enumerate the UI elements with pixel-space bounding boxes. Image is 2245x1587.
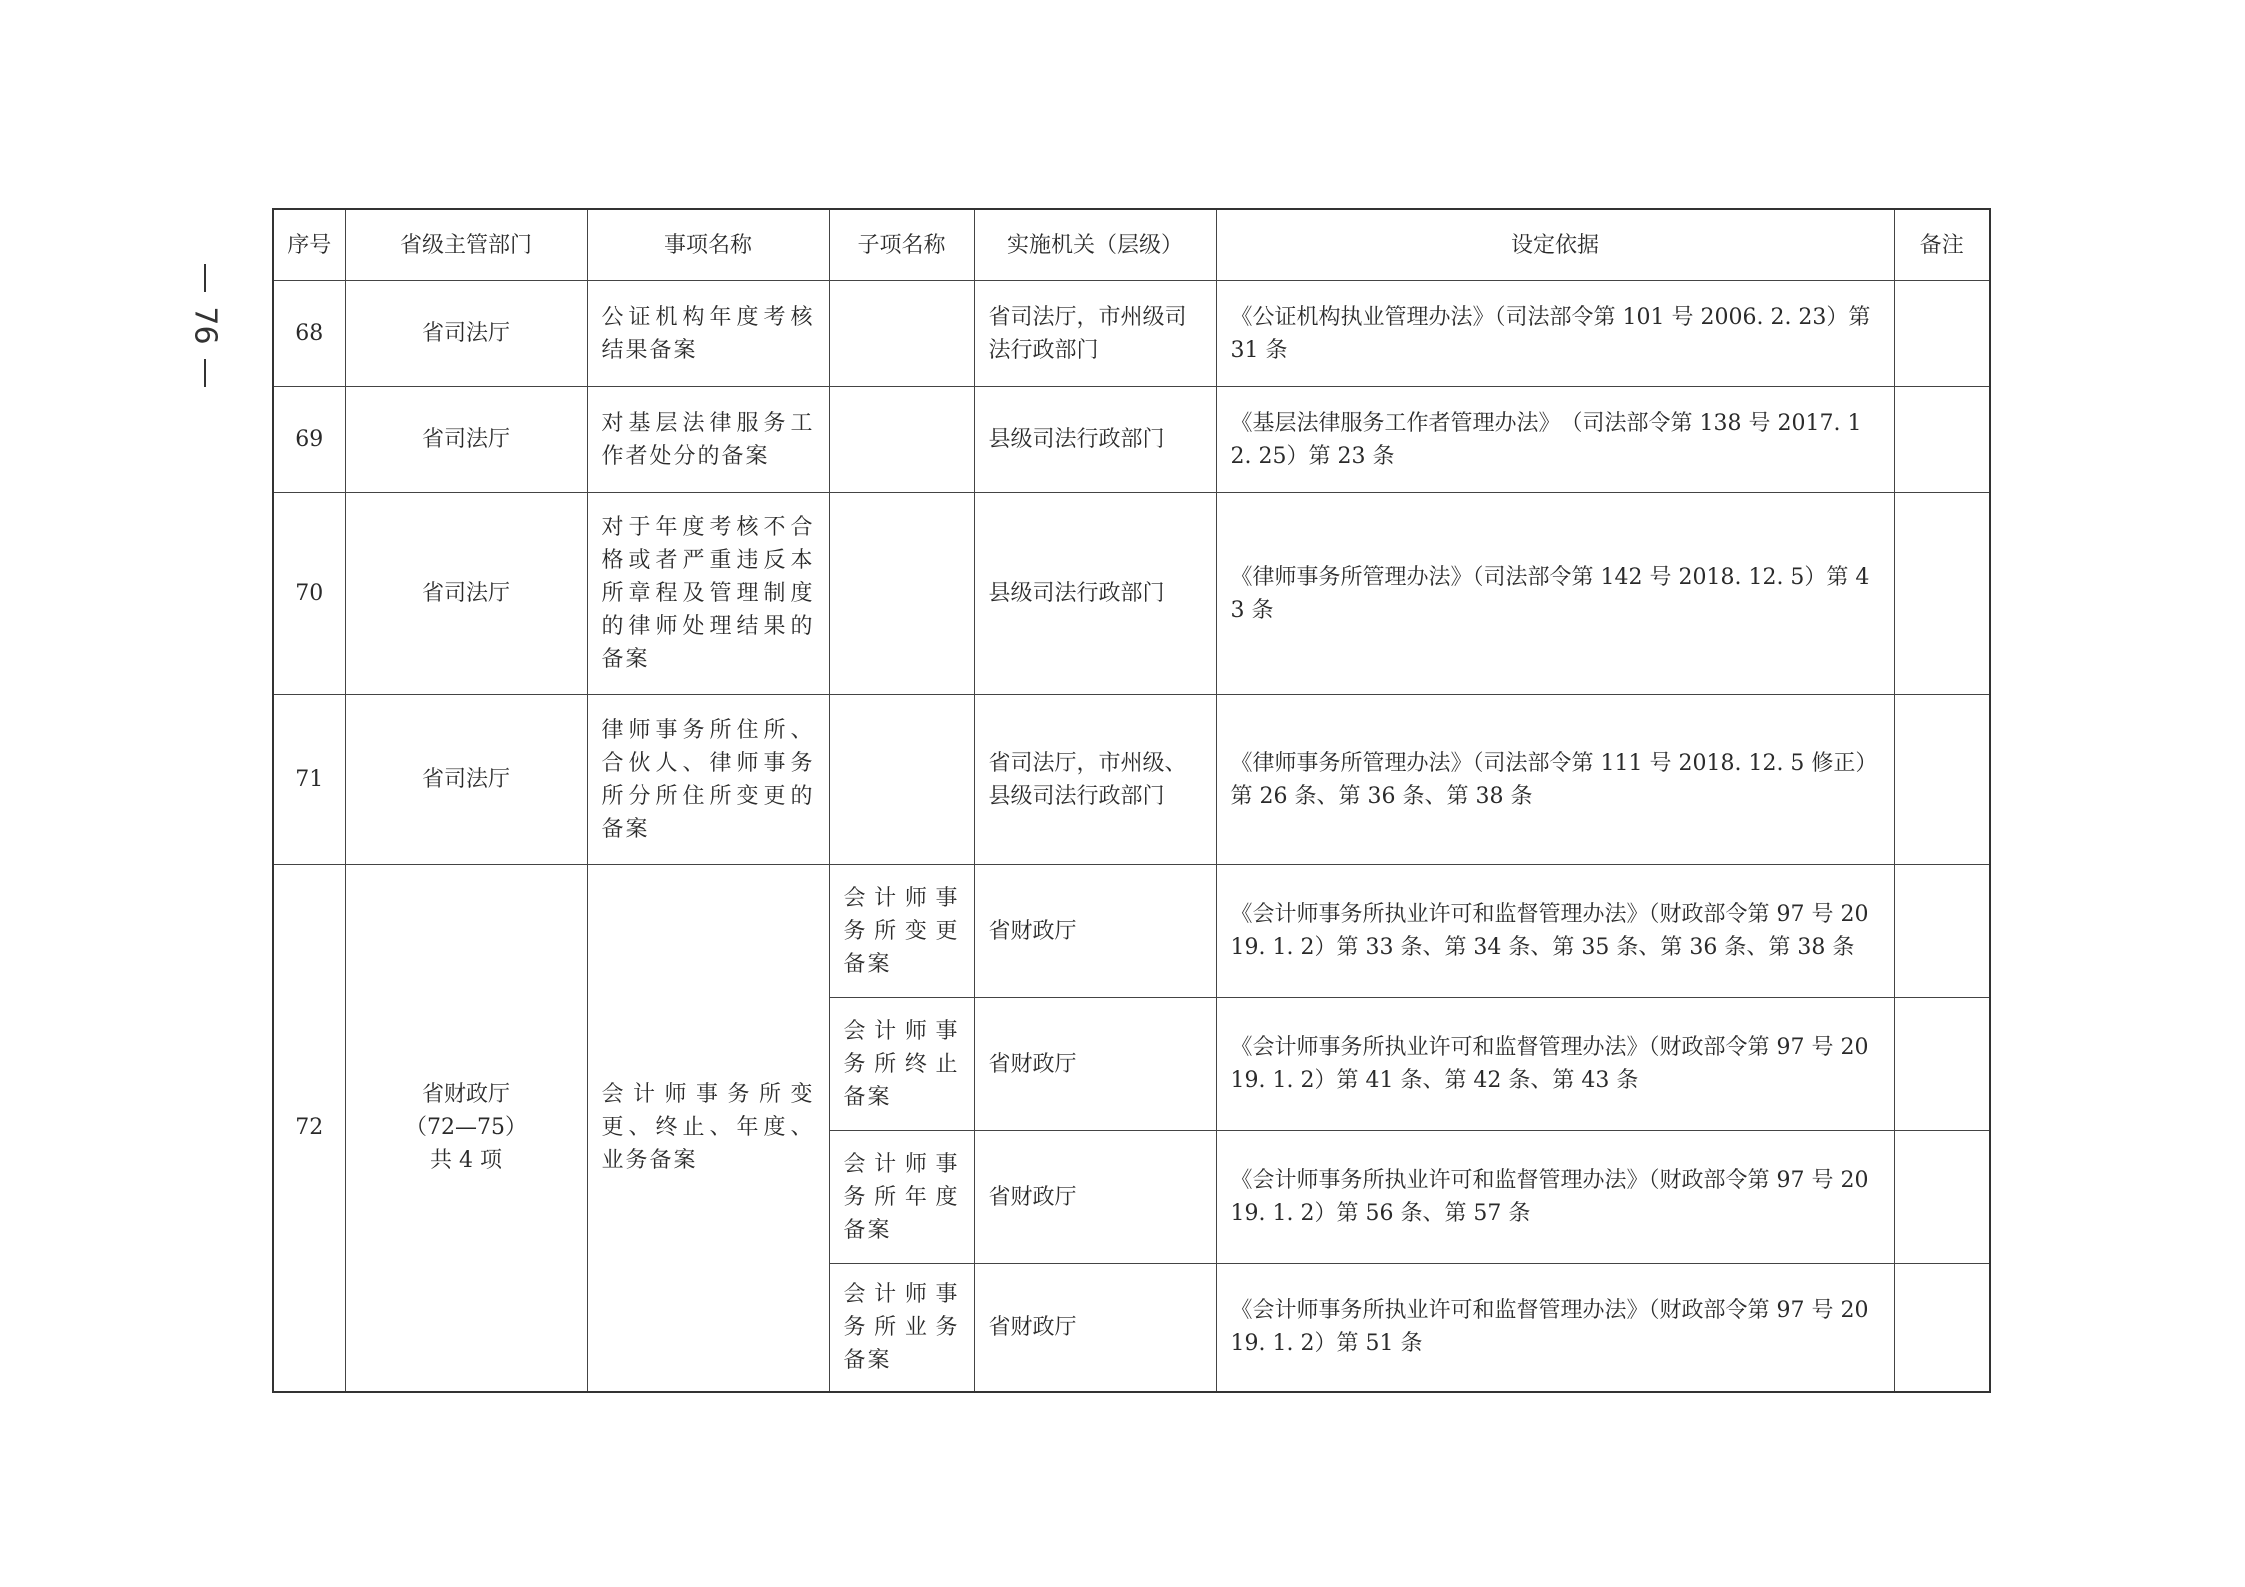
cell-note bbox=[1894, 387, 1990, 493]
cell-basis: 《律师事务所管理办法》（司法部令第 142 号 2018. 12. 5）第 43 条 bbox=[1216, 493, 1894, 695]
header-note: 备注 bbox=[1894, 209, 1990, 281]
cell-dept: 省司法厅 bbox=[345, 281, 587, 387]
cell-note bbox=[1894, 1131, 1990, 1264]
cell-sub bbox=[829, 281, 974, 387]
header-dept: 省级主管部门 bbox=[345, 209, 587, 281]
table-row bbox=[273, 493, 1990, 695]
cell-dept bbox=[345, 865, 587, 1392]
cell-sub bbox=[829, 695, 974, 865]
cell-sub bbox=[829, 493, 974, 695]
cell-note bbox=[1894, 1264, 1990, 1392]
cell-item: 公证机构年度考核结果备案 bbox=[587, 281, 829, 387]
cell-sub: 会计师事务所变更备案 bbox=[829, 865, 974, 998]
page-number-text: 76 bbox=[187, 305, 223, 345]
cell-basis: 《律师事务所管理办法》（司法部令第 111 号 2018. 12. 5 修正）第 26 条、第 36 条、第 38 条 bbox=[1216, 695, 1894, 865]
cell-org: 省财政厅 bbox=[974, 865, 1216, 998]
cell-note bbox=[1894, 281, 1990, 387]
cell-item: 对基层法律服务工作者处分的备案 bbox=[587, 387, 829, 493]
page-number-rule-bottom bbox=[204, 359, 206, 387]
cell-dept: 省司法厅 bbox=[345, 387, 587, 493]
table-row bbox=[273, 387, 1990, 493]
header-no: 序号 bbox=[273, 209, 345, 281]
cell-dept: 省司法厅 bbox=[345, 493, 587, 695]
page-number-rule-top bbox=[204, 264, 206, 292]
cell-org: 省司法厅，市州级司法行政部门 bbox=[974, 281, 1216, 387]
cell-sub: 会计师事务所终止备案 bbox=[829, 998, 974, 1131]
cell-basis: 《公证机构执业管理办法》（司法部令第 101 号 2006. 2. 23）第 31 条 bbox=[1216, 281, 1894, 387]
cell-item: 会计师事务所变更、终止、年度、业务备案 bbox=[587, 865, 829, 1392]
cell-org: 县级司法行政部门 bbox=[974, 493, 1216, 695]
header-item: 事项名称 bbox=[587, 209, 829, 281]
table-row bbox=[273, 281, 1990, 387]
cell-org: 省财政厅 bbox=[974, 998, 1216, 1131]
header-sub: 子项名称 bbox=[829, 209, 974, 281]
cell-basis: 《会计师事务所执业许可和监督管理办法》（财政部令第 97 号 2019. 1. 2）第 41 条、第 42 条、第 43 条 bbox=[1216, 998, 1894, 1131]
cell-org: 县级司法行政部门 bbox=[974, 387, 1216, 493]
cell-note bbox=[1894, 493, 1990, 695]
cell-basis: 《会计师事务所执业许可和监督管理办法》（财政部令第 97 号 2019. 1. 2）第 51 条 bbox=[1216, 1264, 1894, 1392]
cell-note bbox=[1894, 695, 1990, 865]
cell-org: 省财政厅 bbox=[974, 1264, 1216, 1392]
cell-no: 70 bbox=[273, 493, 345, 695]
table-row bbox=[273, 865, 1990, 998]
cell-note bbox=[1894, 998, 1990, 1131]
table-row bbox=[273, 695, 1990, 865]
dept-line: 省财政厅 bbox=[421, 1082, 510, 1108]
cell-no: 72 bbox=[273, 865, 345, 1392]
cell-no: 69 bbox=[273, 387, 345, 493]
cell-org: 省司法厅，市州级、县级司法行政部门 bbox=[974, 695, 1216, 865]
page-number bbox=[175, 245, 235, 405]
header-org: 实施机关（层级） bbox=[974, 209, 1216, 281]
filing-items-table bbox=[272, 208, 1991, 1393]
dept-line: （72—75） bbox=[405, 1115, 527, 1141]
dept-line: 共 4 项 bbox=[430, 1148, 502, 1174]
cell-item: 对于年度考核不合格或者严重违反本所章程及管理制度的律师处理结果的备案 bbox=[587, 493, 829, 695]
table-header-row bbox=[273, 209, 1990, 281]
cell-no: 71 bbox=[273, 695, 345, 865]
cell-sub: 会计师事务所年度备案 bbox=[829, 1131, 974, 1264]
cell-org: 省财政厅 bbox=[974, 1131, 1216, 1264]
cell-item: 律师事务所住所、合伙人、律师事务所分所住所变更的备案 bbox=[587, 695, 829, 865]
cell-no: 68 bbox=[273, 281, 345, 387]
cell-dept: 省司法厅 bbox=[345, 695, 587, 865]
header-basis: 设定依据 bbox=[1216, 209, 1894, 281]
cell-sub: 会计师事务所业务备案 bbox=[829, 1264, 974, 1392]
cell-basis: 《会计师事务所执业许可和监督管理办法》（财政部令第 97 号 2019. 1. 2）第 56 条、第 57 条 bbox=[1216, 1131, 1894, 1264]
cell-basis: 《会计师事务所执业许可和监督管理办法》（财政部令第 97 号 2019. 1. 2）第 33 条、第 34 条、第 35 条、第 36 条、第 38 条 bbox=[1216, 865, 1894, 998]
cell-note bbox=[1894, 865, 1990, 998]
cell-sub bbox=[829, 387, 974, 493]
cell-basis: 《基层法律服务工作者管理办法》 （司法部令第 138 号 2017. 12. 25）第 23 条 bbox=[1216, 387, 1894, 493]
